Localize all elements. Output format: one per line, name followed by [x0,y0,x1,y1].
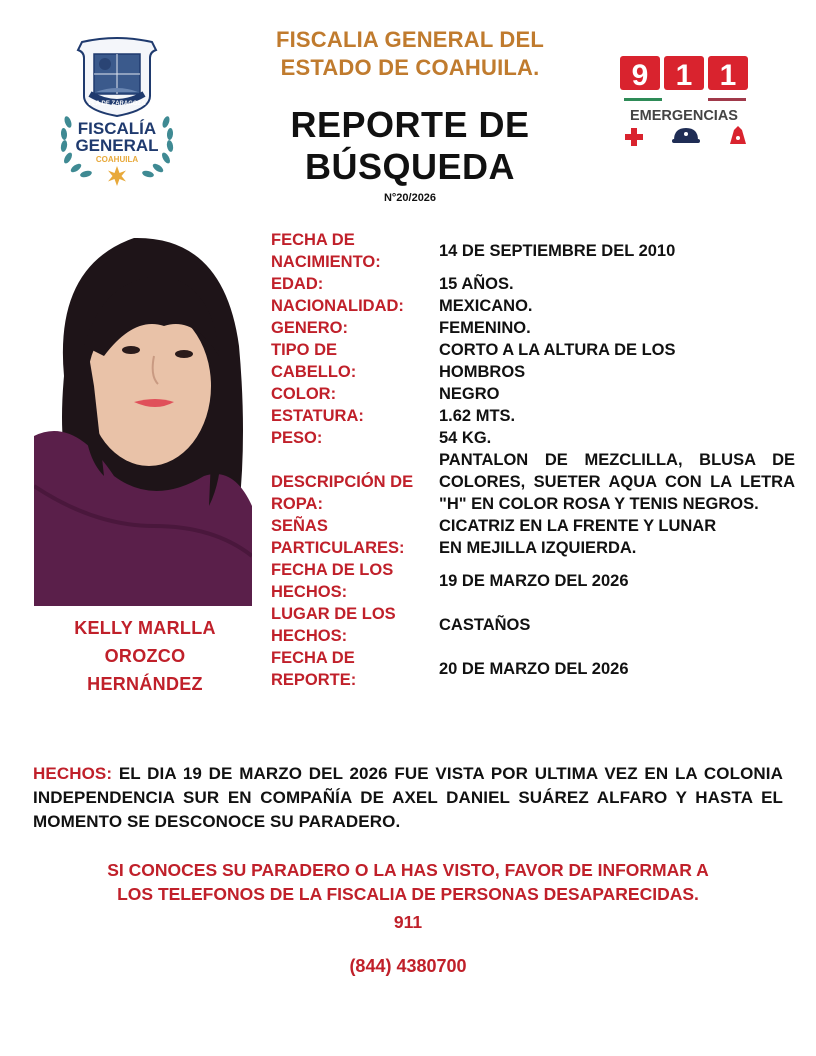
field-value: 19 DE MARZO DEL 2026 [439,572,629,590]
hechos-paragraph [33,762,783,834]
field-value: CASTAÑOS [439,616,531,634]
emergency-number: 911 [393,912,423,932]
field-label: FECHA DE NACIMIENTO: [271,231,381,271]
name-line1: KELLY MARLLA [74,618,216,638]
svg-text:EMERGENCIAS: EMERGENCIAS [630,108,738,124]
field-edad [271,273,795,295]
field-genero [271,317,795,339]
name-line2: OROZCO [104,646,186,666]
police-cap-icon [672,128,700,143]
svg-text:1: 1 [719,59,737,92]
emergencias-911-logo [618,52,752,162]
fire-icon [730,126,746,144]
organization-title-line1: FISCALIA GENERAL DEL [275,27,544,52]
field-label: FECHA DE LOS HECHOS: [271,561,394,601]
svg-text:FISCALÍA: FISCALÍA [77,119,157,138]
field-label: COLOR: [271,385,337,403]
svg-text:COAHUILA: COAHUILA [95,155,139,164]
report-number: N°20/2026 [383,192,437,204]
hechos-label: HECHOS: [33,764,113,783]
field-label: LUGAR DE LOS HECHOS: [271,605,396,645]
field-label: DESCRIPCIÓN DE ROPA: [271,473,414,513]
field-label: NACIONALIDAD: [271,297,404,315]
field-label: SEÑAS PARTICULARES: [271,517,405,557]
person-details [271,229,795,691]
field-value: 1.62 MTS. [439,407,516,425]
field-fecha-nacimiento [271,229,795,273]
field-value: CORTO A LA ALTURA DE LOS HOMBROS [439,341,676,381]
field-label: ESTATURA: [271,407,364,425]
field-label: TIPO DE CABELLO: [271,341,357,381]
coat-of-arms-icon [52,36,182,186]
field-lugar-hechos [271,603,795,647]
field-value: PANTALON DE MEZCLILLA, BLUSA DE COLORES, SUETER AQUA CON LA LETRA "H" EN COLOR ROSA Y TENIS NEGROS. [439,451,795,513]
cta-line2: LOS TELEFONOS DE LA FISCALIA DE PERSONAS DESAPARECIDAS. [117,884,699,904]
document-title [250,104,570,188]
field-tipo-cabello [271,339,795,383]
field-label: FECHA DE REPORTE: [271,649,357,689]
field-value: 15 AÑOS. [439,275,514,293]
field-value: 54 KG. [439,429,492,447]
svg-text:GENERAL: GENERAL [75,136,159,155]
svg-text:1: 1 [675,59,693,92]
field-label: PESO: [271,429,323,447]
cta-line1: SI CONOCES SU PARADERO O LA HAS VISTO, FAVOR DE INFORMAR A [107,860,709,880]
hechos-text: EL DIA 19 DE MARZO DEL 2026 FUE VISTA POR ULTIMA VEZ EN LA COLONIA INDEPENDENCIA SUR EN COMPAÑÍA DE AXEL DANIEL SUÁREZ ALFARO Y HASTA EL MOMENTO SE DESCONOCE SU PARADERO. [33,764,783,831]
medical-cross-icon [625,128,643,146]
field-value: CICATRIZ EN LA FRENTE Y LUNAR EN MEJILLA IZQUIERDA. [439,517,717,557]
fiscalia-general-logo [52,36,182,186]
field-label: GENERO: [271,319,349,337]
organization-title-line2: ESTADO DE COAHUILA. [280,55,540,80]
field-value: 20 DE MARZO DEL 2026 [439,660,629,678]
star-icon [108,166,126,186]
field-label: EDAD: [271,275,324,293]
svg-text:FLA DE ZARAGOZA: FLA DE ZARAGOZA [88,101,146,107]
field-value: MEXICANO. [439,297,533,315]
field-nacionalidad [271,295,795,317]
field-fecha-hechos [271,559,795,603]
missing-person-photo [34,226,252,606]
organization-title [250,26,570,82]
svg-text:9: 9 [631,59,649,92]
name-line3: HERNÁNDEZ [87,674,203,694]
document-title-line1: REPORTE DE [290,104,530,145]
field-value: 14 DE SEPTIEMBRE DEL 2010 [439,242,676,260]
contact-phone: (844) 4380700 [349,956,467,976]
field-value: FEMENINO. [439,319,531,337]
call-to-action [26,858,790,906]
field-color [271,383,795,405]
document-title-line2: BÚSQUEDA [304,146,515,187]
field-value: NEGRO [439,385,500,403]
field-estatura [271,405,795,427]
field-descripcion-ropa [271,449,795,515]
missing-person-name [40,614,250,698]
field-fecha-reporte [271,647,795,691]
field-peso [271,427,795,449]
field-senas-particulares [271,515,795,559]
